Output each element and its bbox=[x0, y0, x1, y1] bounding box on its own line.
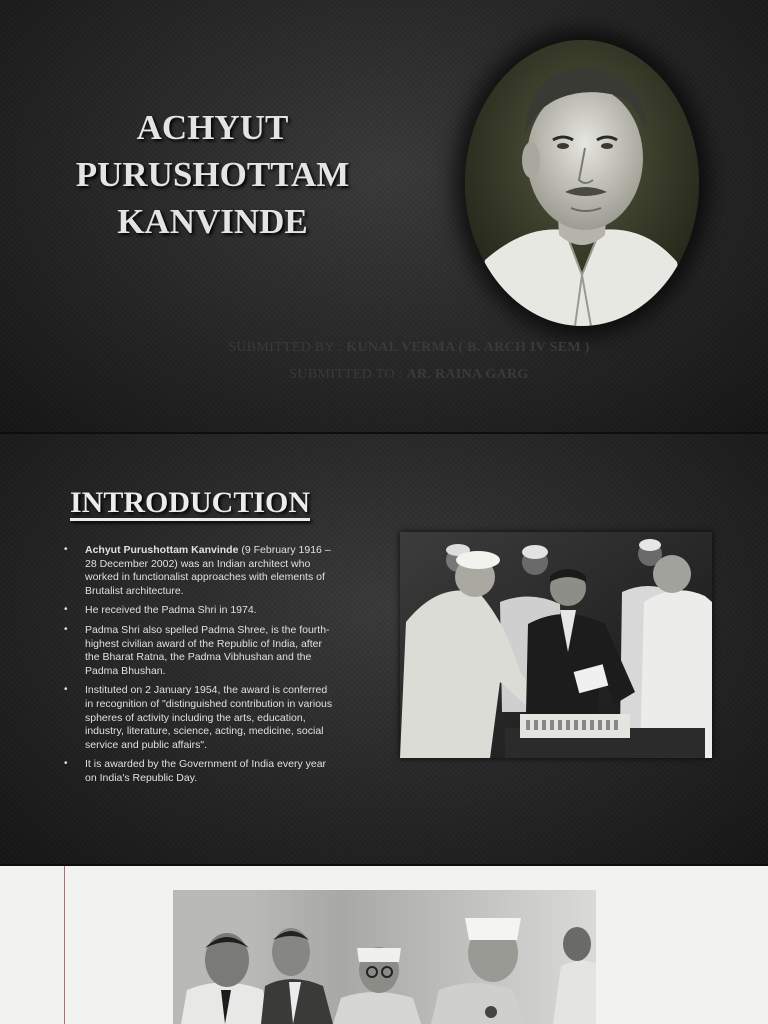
bullet-text: Instituted on 2 January 1954, the award is conferred in recognition of "distinguished contribution in various spheres of activity including the arts, education, industry, literature, science, acting, medicine, social service and public affairs". bbox=[85, 684, 333, 751]
bullet-text: (9 February 1916 – 28 December 2002) was an Indian architect who worked in functionalist approaches with elements of Brutalist architecture. bbox=[85, 544, 331, 597]
bullet-item bbox=[64, 544, 336, 598]
title-line-3: KANVINDE bbox=[117, 202, 308, 241]
title-line-1: ACHYUT bbox=[136, 108, 289, 147]
presentation-title bbox=[40, 104, 385, 245]
submitted-to-value: AR. RAINA GARG bbox=[406, 367, 529, 382]
bullet-item bbox=[64, 624, 336, 678]
bullet-bold-name: Achyut Purushottam Kanvinde bbox=[85, 544, 239, 556]
bullet-item bbox=[64, 604, 336, 618]
bullet-text: Padma Shri also spelled Padma Shree, is the fourth-highest civilian award of the Republic of India, after the Bharat Ratna, the Padma Vibhushan and the Padma Bhushan. bbox=[85, 623, 330, 677]
submitted-to-line bbox=[0, 367, 768, 383]
introduction-slide bbox=[0, 434, 768, 864]
bullet-item bbox=[64, 758, 336, 785]
title-slide bbox=[0, 0, 768, 432]
accent-divider-line bbox=[64, 866, 65, 1024]
submitted-by-line bbox=[0, 340, 768, 356]
bullet-text: It is awarded by the Government of India every year on India's Republic Day. bbox=[85, 758, 327, 784]
submitted-by-label: SUBMITTED BY : bbox=[228, 340, 343, 355]
group-photo-model-inspection bbox=[400, 532, 712, 758]
submitted-to-label: SUBMITTED TO : bbox=[289, 367, 403, 382]
introduction-heading: INTRODUCTION bbox=[70, 486, 311, 519]
portrait-photo bbox=[465, 40, 699, 326]
bullet-item bbox=[64, 684, 336, 752]
introduction-bullet-list bbox=[64, 544, 336, 792]
submitted-by-value: KUNAL VERMA ( B. ARCH IV SEM ) bbox=[346, 340, 590, 355]
bullet-text: He received the Padma Shri in 1974. bbox=[85, 604, 257, 617]
photo-slide bbox=[0, 866, 768, 1024]
title-line-2: PURUSHOTTAM bbox=[75, 155, 350, 194]
group-photo-leaders bbox=[173, 890, 596, 1024]
